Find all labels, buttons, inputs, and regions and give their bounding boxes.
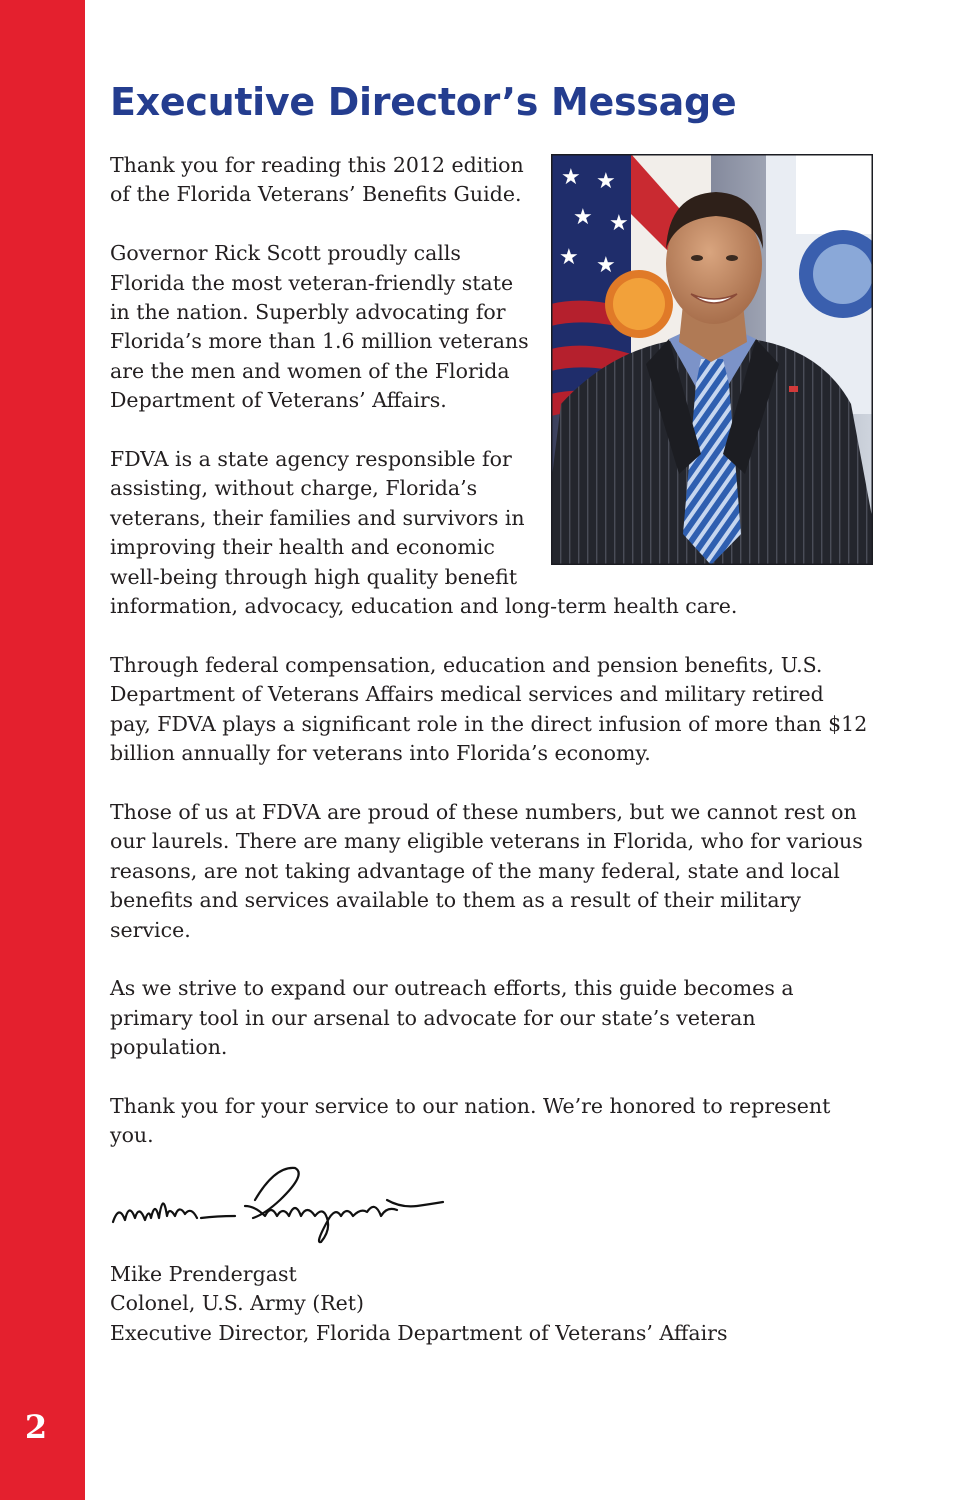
paragraph: As we strive to expand our outreach efforts, this guide becomes a primary tool in our arsenal to advocate for our state’s veteran population. <box>110 976 794 1060</box>
svg-text:★: ★ <box>559 245 579 270</box>
side-bar <box>0 0 85 1500</box>
page-title: Executive Director’s Message <box>110 80 737 124</box>
signer-rank: Colonel, U.S. Army (Ret) <box>110 1291 365 1316</box>
paragraph: Through federal compensation, education and pension benefits, U.S. Department of Veterans Affairs medical services and military retired pay, FDVA plays a significant role in the direct infusion of more than $12 billion annually for veterans into Florida’s economy. <box>110 652 868 766</box>
paragraph: Those of us at FDVA are proud of these numbers, but we cannot rest on our laurels. There are many eligible veterans in Florida, who for various reasons, are not taking advantage of the many federal, state and local benefits and services available to them as a result of their military service. <box>110 799 863 942</box>
svg-text:★: ★ <box>609 211 629 236</box>
svg-text:★: ★ <box>573 205 593 230</box>
paragraph: Thank you for reading this 2012 edition of the Florida Veterans’ Benefits Guide. <box>110 153 524 207</box>
signature-block <box>110 1260 728 1348</box>
page-number: 2 <box>24 1408 48 1446</box>
svg-text:★: ★ <box>596 253 616 278</box>
paragraph: FDVA is a state agency responsible for assisting, without charge, Florida’s veterans, their families and survivors in improving their health and economic well-being through high quality benefit information, advocacy, education and long-term health care. <box>110 447 738 619</box>
signer-position: Executive Director, Florida Department of Veterans’ Affairs <box>110 1320 728 1345</box>
message-body <box>110 151 870 1180</box>
paragraph: Governor Rick Scott proudly calls Florida the most veteran-friendly state in the nation. Superbly advocating for Florida’s more than 1.6 million veterans are the men and women of the Florida Department of Veterans’ Affairs. <box>110 241 529 413</box>
paragraph: Thank you for your service to our nation. We’re honored to represent you. <box>110 1093 831 1148</box>
svg-text:★: ★ <box>561 165 581 190</box>
handwritten-signature <box>105 1160 455 1254</box>
photo-wrap-spacer <box>534 151 870 572</box>
signer-name: Mike Prendergast <box>110 1262 297 1286</box>
svg-text:★: ★ <box>596 169 616 194</box>
